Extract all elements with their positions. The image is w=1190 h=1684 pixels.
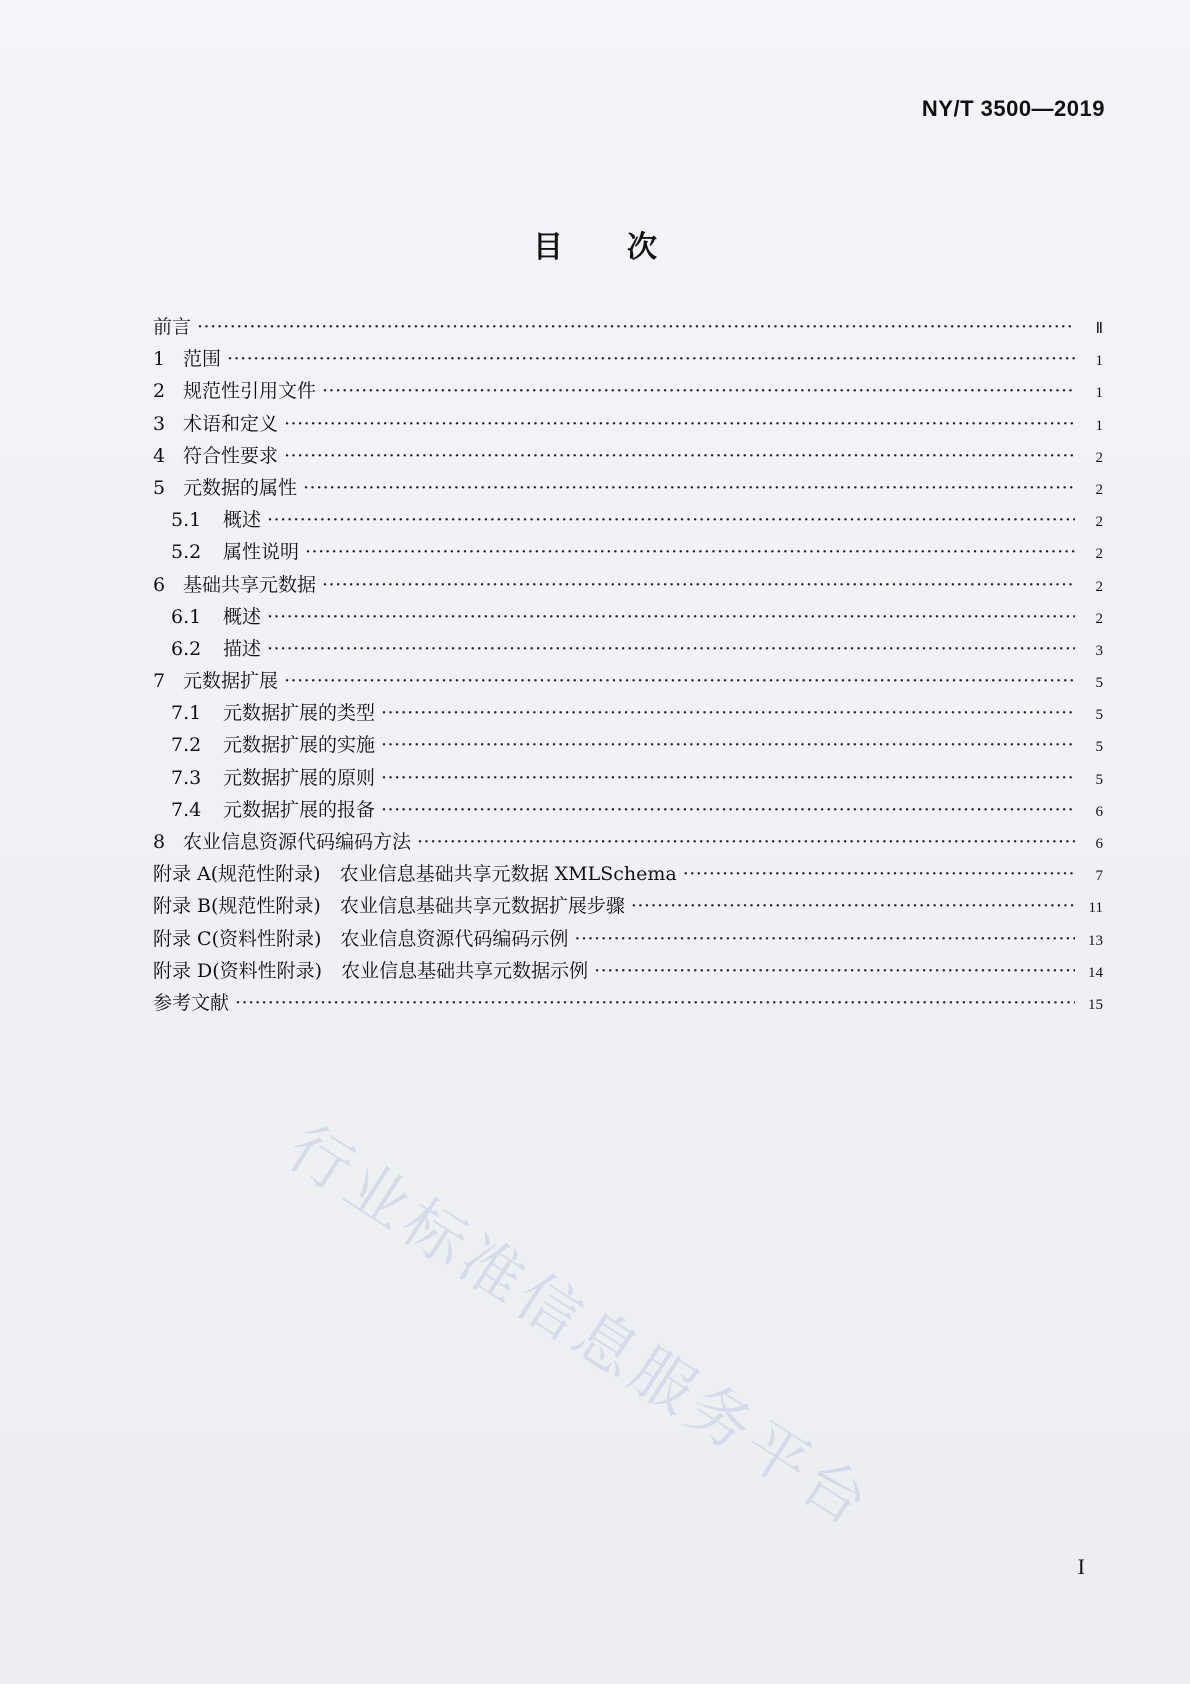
toc-entry-page: 1 xyxy=(1095,353,1103,370)
toc-entry-label: 元数据扩展的报备 xyxy=(223,798,376,821)
toc-entry-page: 14 xyxy=(1088,964,1103,981)
leader-dots xyxy=(267,509,1075,531)
toc-title-part1: 目 xyxy=(533,230,563,265)
toc-entry-label: 农业信息资源代码编码方法 xyxy=(183,831,412,853)
leader-dots xyxy=(574,928,1075,950)
toc-entry-label: 元数据扩展 xyxy=(183,670,279,693)
leader-dots xyxy=(284,413,1075,435)
leader-dots xyxy=(284,445,1075,467)
leader-dots xyxy=(683,863,1075,885)
leader-dots xyxy=(322,380,1075,402)
toc-entry-appendix-a[interactable] xyxy=(153,859,1103,891)
toc-entry-number: 7 xyxy=(153,670,166,693)
toc-entry-6[interactable] xyxy=(153,570,1103,602)
toc-entry-label: 范围 xyxy=(183,348,222,371)
toc-entry-page: 2 xyxy=(1095,449,1103,466)
page-number: I xyxy=(1077,1554,1085,1579)
toc-entry-number: 1 xyxy=(153,348,166,371)
toc-entry-label: 概述 xyxy=(223,509,262,532)
leader-dots xyxy=(197,316,1075,338)
toc-entry-page: 2 xyxy=(1095,546,1103,563)
toc-entry-number: 5 xyxy=(153,476,166,499)
toc-entry-5-1[interactable] xyxy=(153,505,1103,537)
toc-entry-7-4[interactable] xyxy=(153,795,1103,827)
toc-entry-page: 11 xyxy=(1088,900,1103,917)
toc-entry-2[interactable] xyxy=(153,376,1103,408)
toc-entry-label: 附录 C(资料性附录) 农业信息资源代码编码示例 xyxy=(153,927,569,950)
toc-entry-7-3[interactable] xyxy=(153,763,1103,795)
toc-entry-label: 参考文献 xyxy=(153,991,230,1014)
toc-entry-label: 术语和定义 xyxy=(183,412,279,435)
toc-entry-label: 附录 D(资料性附录) 农业信息基础共享元数据示例 xyxy=(153,959,589,982)
leader-dots xyxy=(235,992,1075,1014)
toc-entry-page: 7 xyxy=(1095,868,1103,885)
leader-dots xyxy=(417,831,1075,853)
toc-entry-page: 1 xyxy=(1095,417,1103,434)
leader-dots xyxy=(227,348,1075,370)
toc-entry-page: 2 xyxy=(1095,481,1103,498)
toc-entry-3[interactable] xyxy=(153,409,1103,441)
toc-entry-appendix-b[interactable] xyxy=(153,891,1103,923)
toc-entry-5-2[interactable] xyxy=(153,537,1103,569)
leader-dots xyxy=(631,895,1075,917)
toc-entry-1[interactable] xyxy=(153,344,1103,376)
toc-entry-number: 7.4 xyxy=(171,798,202,821)
toc-entry-page: 2 xyxy=(1095,610,1103,627)
toc-entry-7-2[interactable] xyxy=(153,730,1103,762)
toc-entry-7[interactable] xyxy=(153,666,1103,698)
toc-entry-appendix-d[interactable] xyxy=(153,956,1103,988)
toc-entry-number: 5.2 xyxy=(171,541,202,564)
toc-entry-page: 15 xyxy=(1088,996,1103,1013)
toc-entry-number: 4 xyxy=(153,444,166,467)
toc-entry-preface[interactable] xyxy=(153,312,1103,344)
toc-entry-page: 6 xyxy=(1095,836,1103,852)
toc-entry-page: 2 xyxy=(1095,514,1103,531)
toc-entry-number: 6 xyxy=(153,573,166,596)
toc-entry-number: 7.1 xyxy=(171,702,202,725)
toc-entry-page: 5 xyxy=(1095,707,1103,724)
leader-dots xyxy=(322,574,1075,596)
leader-dots xyxy=(381,734,1075,756)
toc-entry-page: 5 xyxy=(1095,771,1103,788)
toc-entry-number: 7.3 xyxy=(171,766,202,789)
toc-entry-label: 附录 A(规范性附录) 农业信息基础共享元数据 XMLSchema xyxy=(153,863,677,886)
leader-dots xyxy=(303,477,1075,499)
toc-entry-number: 6.2 xyxy=(171,637,202,660)
toc-entry-page: Ⅱ xyxy=(1095,321,1103,337)
toc-entry-label: 描述 xyxy=(223,637,262,660)
leader-dots xyxy=(381,702,1075,724)
toc-entry-number: 7.2 xyxy=(171,734,202,757)
toc-entry-8[interactable] xyxy=(153,827,1103,859)
toc-entry-label: 元数据扩展的类型 xyxy=(223,702,376,725)
toc-entry-label: 规范性引用文件 xyxy=(183,380,317,403)
toc-entry-label: 属性说明 xyxy=(223,541,300,564)
leader-dots xyxy=(381,799,1075,821)
toc-entry-label: 前言 xyxy=(153,316,192,338)
toc-entry-label: 符合性要求 xyxy=(183,444,279,467)
toc-entry-label: 元数据扩展的实施 xyxy=(223,734,376,757)
toc-list xyxy=(153,312,1103,1020)
toc-title-part2: 次 xyxy=(627,230,657,265)
leader-dots xyxy=(267,638,1075,660)
toc-entry-page: 3 xyxy=(1095,642,1103,659)
toc-entry-appendix-c[interactable] xyxy=(153,924,1103,956)
toc-entry-number: 5.1 xyxy=(171,509,202,532)
toc-entry-page: 1 xyxy=(1095,385,1103,402)
toc-entry-6-2[interactable] xyxy=(153,634,1103,666)
toc-entry-page: 5 xyxy=(1095,739,1103,756)
toc-entry-4[interactable] xyxy=(153,441,1103,473)
leader-dots xyxy=(267,606,1075,628)
toc-entry-label: 元数据扩展的原则 xyxy=(223,766,376,789)
leader-dots xyxy=(305,541,1075,563)
toc-entry-7-1[interactable] xyxy=(153,698,1103,730)
standard-code: NY/T 3500—2019 xyxy=(921,96,1105,121)
toc-entry-page: 6 xyxy=(1095,803,1103,820)
toc-entry-references[interactable] xyxy=(153,988,1103,1020)
toc-entry-page: 13 xyxy=(1088,932,1103,949)
toc-entry-page: 5 xyxy=(1095,675,1103,692)
toc-entry-label: 元数据的属性 xyxy=(183,476,298,499)
leader-dots xyxy=(381,767,1075,789)
toc-entry-label: 概述 xyxy=(223,605,262,628)
toc-entry-label: 附录 B(规范性附录) 农业信息基础共享元数据扩展步骤 xyxy=(153,895,625,918)
toc-title xyxy=(0,222,1190,266)
toc-entry-6-1[interactable] xyxy=(153,602,1103,634)
leader-dots xyxy=(594,960,1075,982)
toc-entry-5[interactable] xyxy=(153,473,1103,505)
toc-entry-number: 3 xyxy=(153,412,166,435)
leader-dots xyxy=(284,670,1075,692)
toc-entry-number: 8 xyxy=(153,831,166,853)
toc-entry-number: 2 xyxy=(153,380,166,403)
toc-entry-page: 2 xyxy=(1095,578,1103,595)
toc-entry-label: 基础共享元数据 xyxy=(183,573,317,596)
toc-entry-number: 6.1 xyxy=(171,605,202,628)
watermark: 行业标准信息服务平台 xyxy=(275,1110,886,1543)
